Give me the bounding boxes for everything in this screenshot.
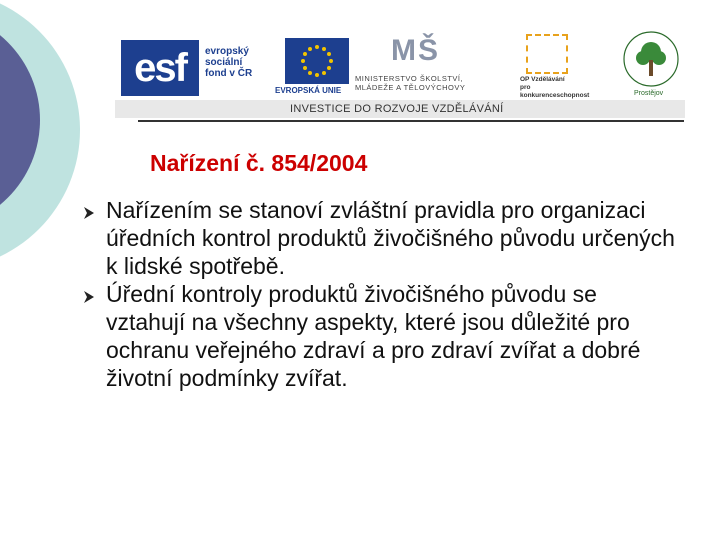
bullet-text: Úřední kontroly produktů živočišného původu se vztahují na všechny aspekty, které jsou důležité pro ochranu veřejného zdraví a pro zdraví zvířat a dobré životní podmínky zvířat.	[106, 281, 641, 391]
strapline-bar	[115, 100, 685, 118]
bullet-item	[82, 196, 682, 280]
esf-mark: esf	[121, 40, 199, 96]
bullet-item	[82, 280, 682, 392]
bullet-list	[82, 196, 682, 392]
project-logo-banner	[115, 28, 685, 120]
op-caption: OP Vzdělávání pro konkurenceschopnost	[520, 76, 590, 99]
eu-flag-icon	[285, 38, 349, 84]
op-vk-logo	[520, 34, 600, 100]
esf-caption: evropský sociální fond v ČR	[205, 46, 253, 79]
tree-emblem-icon	[620, 30, 682, 88]
school-logo	[620, 30, 682, 98]
op-frame-icon	[526, 34, 568, 74]
arrow-bullet-icon	[82, 206, 96, 220]
school-caption: Prostějov	[634, 90, 664, 97]
arrow-bullet-icon	[82, 290, 96, 304]
header-divider	[138, 120, 684, 122]
slide-title: Nařízení č. 854/2004	[150, 150, 368, 176]
msmt-mark-icon: MŠ	[391, 34, 440, 67]
eu-caption: EVROPSKÁ UNIE	[275, 86, 342, 95]
strapline-text: INVESTICE DO ROZVOJE VZDĚLÁVÁNÍ	[290, 103, 504, 115]
msmt-logo	[355, 34, 485, 94]
msmt-caption: MINISTERSTVO ŠKOLSTVÍ, MLÁDEŽE A TĚLOVÝCHOVY	[355, 74, 466, 92]
bullet-text: Nařízením se stanoví zvláštní pravidla pro organizaci úředních kontrol produktů živočišného původu určených k lidské spotřebě.	[106, 197, 675, 279]
esf-logo	[121, 38, 281, 98]
